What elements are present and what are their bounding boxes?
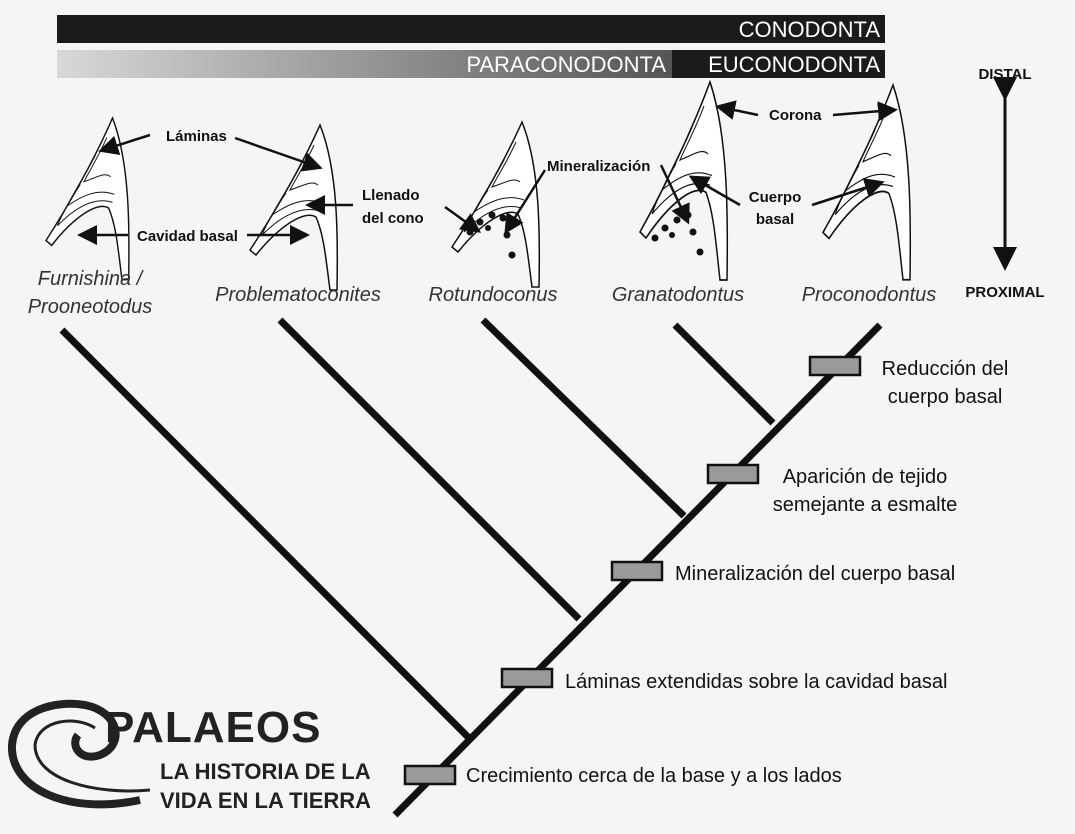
character-label-3: Mineralización del cuerpo basal <box>675 563 956 585</box>
character-label-4a: Aparición de tejido <box>782 466 948 488</box>
taxon-problematoconites: Problematoconites <box>215 284 381 306</box>
corona-label: Corona <box>769 107 822 124</box>
branch-rotundoconus <box>483 320 684 516</box>
distal-label: DISTAL <box>978 66 1032 83</box>
conodont-element-problematoconites <box>250 125 337 290</box>
branch-furnishina <box>62 330 470 739</box>
logo-tagline-1: LA HISTORIA DE LA <box>160 759 371 784</box>
conodont-element-granatodontus <box>640 82 727 280</box>
conodonta-label: CONODONTA <box>738 17 880 42</box>
character-box-3 <box>612 562 662 580</box>
character-label-5a: Reducción del <box>881 358 1009 380</box>
conodont-element-furnishina <box>46 118 129 280</box>
logo-tagline-2: VIDA EN LA TIERRA <box>160 788 372 813</box>
taxon-prooneotodus: Prooneotodus <box>27 296 153 318</box>
taxon-proconodontus: Proconodontus <box>801 284 937 306</box>
mineralizacion-label: Mineralización <box>547 158 651 175</box>
mineralization-dots <box>467 212 704 259</box>
branch-granatodontus <box>675 325 773 423</box>
proximal-label: PROXIMAL <box>965 284 1045 301</box>
character-box-1 <box>405 766 455 784</box>
character-box-4 <box>708 465 758 483</box>
branch-problematoconites <box>280 320 579 619</box>
cuerpo-basal-label-1: Cuerpo <box>748 189 802 206</box>
taxon-furnishina: Furnishina / <box>37 268 143 290</box>
character-label-1: Crecimiento cerca de la base y a los lados <box>466 765 842 787</box>
logo-name: PALAEOS <box>105 703 322 752</box>
palaeos-logo <box>12 703 371 813</box>
conodont-element-rotundoconus <box>452 122 539 287</box>
llenado-label-2: del cono <box>362 210 424 227</box>
euconodonta-label: EUCONODONTA <box>708 52 880 77</box>
laminas-label: Láminas <box>166 128 227 145</box>
character-label-2: Láminas extendidas sobre la cavidad basal <box>565 671 948 693</box>
character-label-4b: semejante a esmalte <box>772 494 958 516</box>
character-box-2 <box>502 669 552 687</box>
cuerpo-basal-label-2: basal <box>755 211 795 228</box>
llenado-label-1: Llenado <box>362 187 420 204</box>
taxon-granatodontus: Granatodontus <box>611 284 745 306</box>
character-label-5b: cuerpo basal <box>887 386 1003 408</box>
character-box-5 <box>810 357 860 375</box>
cavidad-basal-label: Cavidad basal <box>137 228 238 245</box>
taxon-rotundoconus: Rotundoconus <box>428 284 558 306</box>
paraconodonta-label: PARACONODONTA <box>466 52 666 77</box>
